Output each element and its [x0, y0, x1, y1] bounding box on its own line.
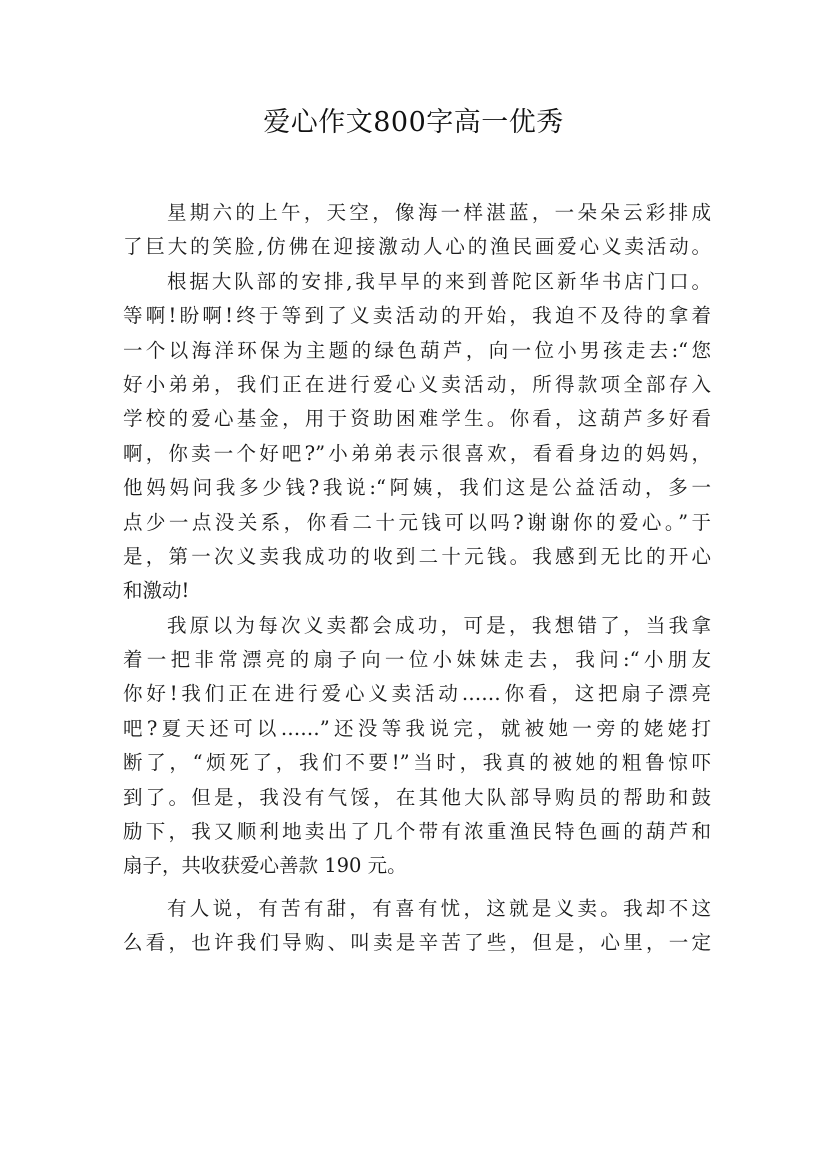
paragraph-line: 好小弟弟，我们正在进行爱心义卖活动，所得款项全部存入 — [123, 372, 711, 396]
paragraph-line: 根据大队部的安排,我早早的来到普陀区新华书店门口。 — [167, 269, 711, 293]
paragraph-line: 吧?夏天还可以……”还没等我说完，就被她一旁的姥姥打 — [123, 716, 711, 740]
paragraph-spacer — [123, 884, 711, 892]
paragraph-line: 他妈妈问我多少钱?我说:“阿姨，我们这是公益活动，多一 — [123, 476, 711, 500]
paragraph-line: 我原以为每次义卖都会成功，可是，我想错了，当我拿 — [167, 613, 711, 637]
paragraph-line: 啊，你卖一个好吧?”小弟弟表示很喜欢，看看身边的妈妈， — [123, 441, 711, 465]
paragraph-1 — [123, 196, 711, 265]
paragraph-line: 学校的爱心基金，用于资助困难学生。你看，这葫芦多好看 — [123, 407, 711, 431]
paragraph-3 — [123, 609, 711, 884]
document-title: 爱心作文800字高一优秀 — [263, 107, 564, 138]
paragraph-line: 你好!我们正在进行爱心义卖活动……你看，这把扇子漂亮 — [123, 682, 711, 706]
paragraph-line: 星期六的上午，天空，像海一样湛蓝，一朵朵云彩排成 — [167, 201, 711, 224]
paragraph-2 — [123, 265, 711, 609]
paragraph-line: 励下，我又顺利地卖出了几个带有浓重渔民特色画的葫芦和 — [123, 820, 711, 844]
paragraph-4 — [123, 892, 711, 961]
paragraph-line: 到了。但是，我没有气馁，在其他大队部导购员的帮助和鼓 — [123, 785, 711, 809]
paragraph-line: 着一把非常漂亮的扇子向一位小妹妹走去，我问:“小朋友 — [123, 648, 711, 672]
paragraph-line: 是，第一次义卖我成功的收到二十元钱。我感到无比的开心 — [123, 544, 711, 568]
paragraph-line: 点少一点没关系，你看二十元钱可以吗?谢谢你的爱心。”于 — [123, 510, 711, 534]
paragraph-line: 断了，“烦死了，我们不要!”当时，我真的被她的粗鲁惊吓 — [123, 751, 711, 775]
paragraph-line: 有人说，有苦有甜，有喜有忧，这就是义卖。我却不这 — [167, 896, 711, 920]
paragraph-line: 等啊!盼啊!终于等到了义卖活动的开始，我迫不及待的拿着 — [123, 304, 711, 328]
paragraph-line: 一个以海洋环保为主题的绿色葫芦，向一位小男孩走去:“您 — [123, 338, 711, 362]
document-body — [123, 196, 711, 961]
paragraph-line: 扇子，共收获爱心善款 190 元。 — [123, 854, 407, 878]
paragraph-line: 了巨大的笑脸,仿佛在迎接激动人心的渔民画爱心义卖活动。 — [123, 235, 711, 259]
paragraph-line: 和激动! — [123, 579, 190, 603]
paragraph-line: 么看，也许我们导购、叫卖是辛苦了些，但是，心里，一定 — [123, 931, 711, 955]
